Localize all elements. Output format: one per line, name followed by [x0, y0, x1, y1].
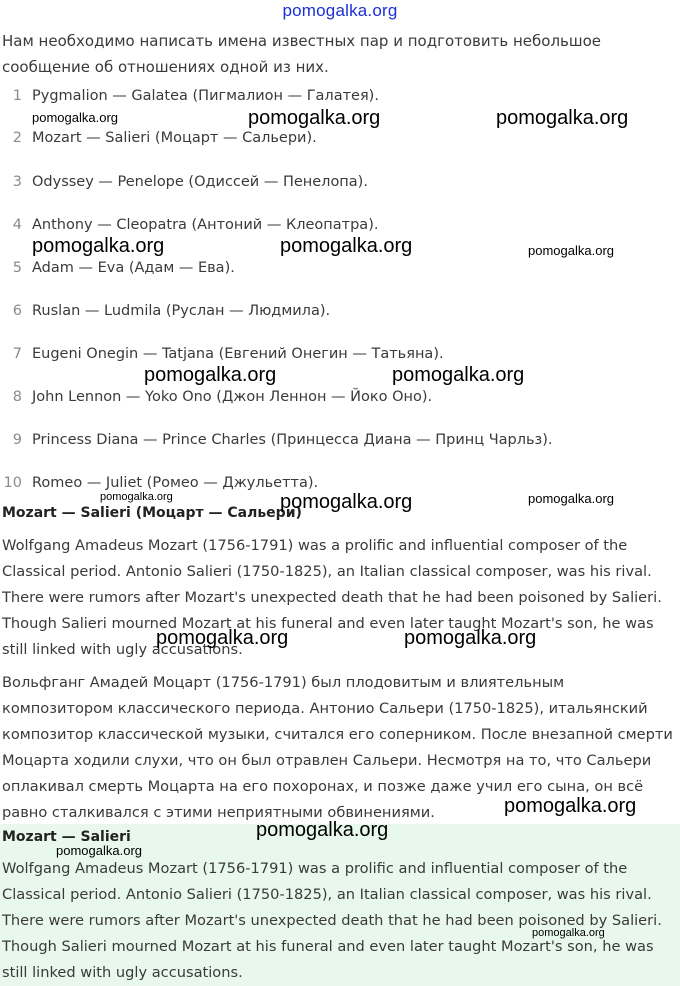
- answer-heading: Mozart — Salieri: [2, 829, 131, 845]
- list-item: [0, 342, 444, 366]
- english-paragraph: Wolfgang Amadeus Mozart (1756-1791) was a prolific and influential composer of the Classical period. Antonio Salieri (1750-1825), an Italian classical composer, was his rival. There were rumors after Mozart's unexpected death that he had been poisoned by Salieri. Though Salieri mourned Mozart at his funeral and even later taught Mozart's son, he was still linked with ugly accusations.: [2, 537, 662, 658]
- watermark: pomogalka.org: [32, 235, 165, 257]
- list-item-text: Pygmalion — Galatea (Пигмалион — Галатея).: [32, 88, 379, 104]
- watermark: pomogalka.org: [144, 364, 277, 386]
- list-item-text: Ruslan — Ludmila (Руслан — Людмила).: [32, 303, 331, 319]
- list-item-number: 10: [3, 475, 22, 491]
- watermark: pomogalka.org: [56, 843, 142, 858]
- watermark: pomogalka.org: [32, 110, 118, 125]
- watermark: pomogalka.org: [248, 107, 381, 129]
- russian-paragraph: Вольфганг Амадей Моцарт (1756-1791) был плодовитым и влиятельным композитором классического периода. Антонио Сальери (1750-1825), итальянский композитор классической музыки, считался его соперником. После внезапной смерти Моцарта ходили слухи, что он был отравлен Сальери. Несмотря на то, что Сальери оплакивал смерть Моцарта на его похоронах, и позже даже учил его сына, он всё равно сталкивался с этими неприятными обвинениями.: [2, 674, 673, 821]
- list-item-number: 6: [12, 303, 22, 319]
- watermark: pomogalka.org: [404, 627, 537, 649]
- list-item-text: Romeo — Juliet (Ромео — Джульетта).: [32, 475, 319, 491]
- list-item-text: Princess Diana — Prince Charles (Принцесса Диана — Принц Чарльз).: [32, 432, 553, 448]
- list-item-number: 1: [12, 88, 22, 104]
- list-item-text: Odyssey — Penelope (Одиссей — Пенелопа).: [32, 174, 368, 190]
- watermark: pomogalka.org: [496, 107, 629, 129]
- list-item: [0, 256, 235, 280]
- watermark: pomogalka.org: [100, 491, 173, 503]
- intro-text: Нам необходимо написать имена известных пар и подготовить небольшое сообщение об отношениях одной из них.: [2, 32, 602, 76]
- list-item-number: 3: [12, 174, 22, 190]
- list-item: [0, 385, 432, 409]
- section-heading: Mozart — Salieri (Моцарт — Сальери): [2, 505, 302, 521]
- list-item-number: 4: [12, 217, 22, 233]
- site-title[interactable]: pomogalka.org: [282, 1, 398, 20]
- watermark: pomogalka.org: [256, 819, 389, 841]
- watermark: pomogalka.org: [392, 364, 525, 386]
- list-item: [0, 126, 317, 150]
- answer-paragraph: Wolfgang Amadeus Mozart (1756-1791) was a prolific and influential composer of the Classical period. Antonio Salieri (1750-1825), an Italian classical composer, was his rival. There were rumors after Mozart's unexpected death that he had been poisoned by Salieri. Though Salieri mourned Mozart at his funeral and even later taught Mozart's son, he was still linked with ugly accusations.: [2, 860, 662, 981]
- list-item: [0, 84, 379, 108]
- list-item: [0, 428, 553, 452]
- list-item-number: 9: [12, 432, 22, 448]
- list-item-number: 5: [12, 260, 22, 276]
- list-item-text: Adam — Eva (Адам — Ева).: [32, 260, 235, 276]
- list-item-number: 8: [12, 389, 22, 405]
- list-item: [0, 170, 368, 194]
- list-item-number: 7: [12, 346, 22, 362]
- watermark: pomogalka.org: [532, 927, 605, 939]
- list-item-text: Mozart — Salieri (Моцарт — Сальери).: [32, 130, 317, 146]
- watermark: pomogalka.org: [280, 491, 413, 513]
- watermark: pomogalka.org: [156, 627, 289, 649]
- list-item-text: Eugeni Onegin — Tatjana (Евгений Онегин — Татьяна).: [32, 346, 444, 362]
- list-item: [0, 213, 378, 237]
- watermark: pomogalka.org: [528, 243, 614, 258]
- list-item-text: John Lennon — Yoko Ono (Джон Леннон — Йоко Оно).: [32, 389, 433, 405]
- watermark: pomogalka.org: [528, 491, 614, 506]
- list-item-number: 2: [12, 130, 22, 146]
- list-item-text: Anthony — Cleopatra (Антоний — Клеопатра).: [32, 217, 379, 233]
- list-item: [0, 299, 330, 323]
- watermark: pomogalka.org: [280, 235, 413, 257]
- watermark: pomogalka.org: [504, 795, 637, 817]
